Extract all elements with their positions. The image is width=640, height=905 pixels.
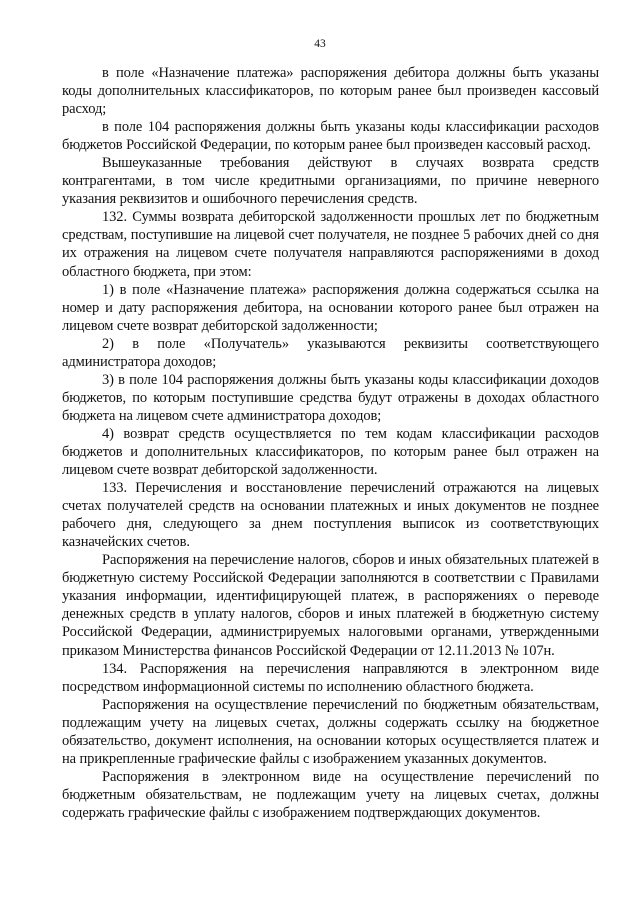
paragraph-2: в поле 104 распоряжения должны быть указаны коды классификации расходов бюджетов Российской Федерации, по которым ранее был произведен кассовый расход. [62,119,599,154]
paragraph-4-item-132: 132. Суммы возврата дебиторской задолженности прошлых лет по бюджетным средствам, поступившие на лицевой счет получателя, не позднее 5 рабочих дней со дня их отражения на лицевом счете получателя направляются распоряжениями в доход областного бюджета, при этом: [62,209,599,280]
page-number: 43 [314,38,326,50]
paragraph-13: Распоряжения в электронном виде на осуществление перечислений по бюджетным обязательствам, не подлежащим учету на лицевых счетах, должны содержать графические файлы с изображением подтверждающих документов. [62,768,599,821]
paragraph-8-subitem-4: 4) возврат средств осуществляется по тем кодам классификации расходов бюджетов и дополнительных классификаторов, по которым ранее был отражен на лицевом счете возврат дебиторской задолженности. [62,425,599,479]
paragraph-10: Распоряжения на перечисление налогов, сборов и иных обязательных платежей в бюджетную систему Российской Федерации заполняются в соответствии с Правилами указания информации, идентифицирующей платеж, в распоряжениях о переводе денежных средств в уплату налогов, сборов и иных платежей в бюджетную систему Российской Федерации, администрируемых налоговыми органами, утвержденными приказом Министерства финансов Российской Федерации от 12.11.2013 № 107н. [62,552,599,659]
paragraph-7-subitem-3: 3) в поле 104 распоряжения должны быть указаны коды классификации доходов бюджетов, по которым поступившие средства будут отражены в доходах областного бюджета на лицевом счете администратора доходов; [62,371,599,424]
paragraph-11-item-134: 134. Распоряжения на перечисления направляются в электронном виде посредством информационной системы по исполнению областного бюджета. [62,660,599,695]
paragraph-6-subitem-2: 2) в поле «Получатель» указываются реквизиты соответствующего администратора доходов; [62,335,599,370]
paragraph-3: Вышеуказанные требования действуют в случаях возврата средств контрагентами, в том числе кредитными организациями, по причине неверного указания реквизитов и ошибочного перечисления средств. [62,155,599,208]
paragraph-9-item-133: 133. Перечисления и восстановление перечислений отражаются на лицевых счетах получателей средств на основании платежных и иных документов не позднее рабочего дня, следующего за днем поступления выписок из соответствующих казначейских счетов. [62,480,599,551]
paragraph-12: Распоряжения на осуществление перечислений по бюджетным обязательствам, подлежащим учету на лицевых счетах, должны содержать ссылку на бюджетное обязательство, документ исполнения, на основании которых осуществляется платеж и на прикрепленные графические файлы с изображением указанных документов. [62,696,599,767]
paragraph-1: в поле «Назначение платежа» распоряжения дебитора должны быть указаны коды дополнительных классификаторов, по которым ранее был произведен кассовый расход; [62,65,599,118]
paragraph-5-subitem-1: 1) в поле «Назначение платежа» распоряжения должна содержаться ссылка на номер и дату распоряжения дебитора, на основании которого ранее был отражен на лицевом счете возврат дебиторской задолженности; [62,281,599,334]
document-body [62,64,599,822]
